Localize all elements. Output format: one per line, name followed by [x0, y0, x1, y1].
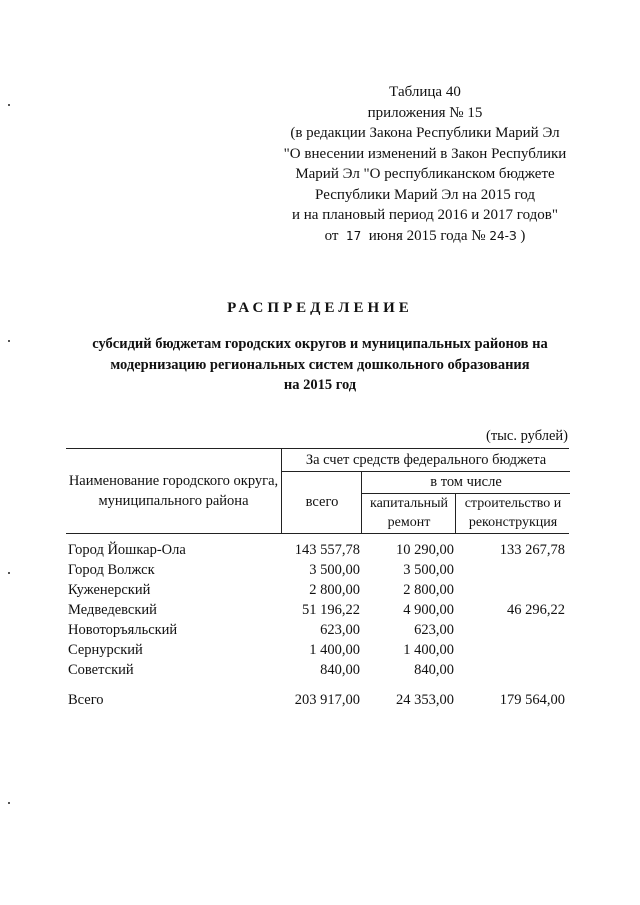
- cell-capital: 24 353,00: [396, 692, 454, 708]
- table-row: [66, 660, 569, 680]
- cell-total: 203 917,00: [294, 692, 360, 708]
- cell-name: Город Йошкар-Ола: [68, 542, 186, 558]
- scan-mark: [8, 572, 10, 574]
- scan-mark: [8, 802, 10, 804]
- header-name-column: Наименование городского округа, муниципального района: [68, 473, 279, 509]
- subtitle-line: субсидий бюджетам городских округов и муниципальных районов на: [92, 336, 548, 352]
- cell-capital: 1 400,00: [403, 642, 454, 658]
- table-row: [66, 540, 569, 560]
- cell-name: Куженерский: [68, 582, 151, 598]
- header-construction: строительство и реконструкция: [455, 494, 570, 533]
- header-line: (в редакции Закона Республики Марий Эл: [290, 125, 560, 141]
- header-total: всего: [281, 472, 362, 533]
- date-prefix: от: [324, 227, 339, 244]
- header-line: приложения № 15: [367, 104, 483, 121]
- document-title: РАСПРЕДЕЛЕНИЕ: [227, 300, 413, 316]
- cell-name: Сернурский: [68, 642, 143, 658]
- cell-capital: 2 800,00: [403, 582, 454, 598]
- cell-capital: 840,00: [414, 662, 454, 678]
- header-capital-repair: капитальный ремонт: [361, 494, 456, 533]
- header-line: Марий Эл "О республиканском бюджете: [295, 166, 555, 182]
- cell-capital: 3 500,00: [403, 562, 454, 578]
- cell-total: 143 557,78: [294, 542, 360, 558]
- cell-capital: 10 290,00: [396, 542, 454, 558]
- law-number: 24-З: [489, 228, 517, 243]
- table-body: [66, 540, 569, 710]
- header-line: Таблица 40: [389, 84, 461, 100]
- header-line: Республики Марий Эл на 2015 год: [315, 186, 535, 203]
- cell-capital: 623,00: [414, 622, 454, 638]
- unit-note: (тыс. рублей): [486, 428, 568, 444]
- table-total-row: [66, 690, 569, 710]
- table-row: [66, 560, 569, 580]
- cell-construction: 133 267,78: [499, 542, 565, 558]
- header-federal-budget: За счет средств федерального бюджета: [281, 449, 570, 472]
- cell-name: Советский: [68, 662, 134, 678]
- date-rest: июня 2015 года №: [368, 227, 486, 244]
- date-day: 17: [345, 228, 362, 243]
- document-subtitle: [40, 334, 600, 396]
- cell-construction: 46 296,22: [507, 602, 565, 618]
- date-suffix: ): [520, 227, 526, 244]
- header-line: и на плановый период 2016 и 2017 годов": [292, 207, 558, 223]
- cell-construction: 179 564,00: [499, 692, 565, 708]
- cell-total: 840,00: [320, 662, 360, 678]
- header-including: в том числе: [361, 472, 570, 494]
- cell-name: Город Волжск: [68, 562, 155, 578]
- cell-capital: 4 900,00: [403, 602, 454, 618]
- cell-total: 623,00: [320, 622, 360, 638]
- table-row: [66, 640, 569, 660]
- scan-mark: [8, 340, 10, 342]
- scan-mark: [8, 104, 10, 106]
- cell-total: 1 400,00: [309, 642, 360, 658]
- cell-name: Новоторъяльский: [68, 622, 178, 638]
- cell-total: 2 800,00: [309, 582, 360, 598]
- table-row: [66, 580, 569, 600]
- document-header: [270, 82, 580, 246]
- subtitle-line: модернизацию региональных систем дошкольного образования: [110, 356, 530, 373]
- table-header: [66, 448, 569, 534]
- subtitle-line: на 2015 год: [283, 377, 357, 393]
- cell-total: 3 500,00: [309, 562, 360, 578]
- header-line: "О внесении изменений в Закон Республики: [283, 145, 567, 162]
- table-row: [66, 620, 569, 640]
- table-row: [66, 600, 569, 620]
- cell-name: Всего: [68, 692, 104, 708]
- header-date-line: [270, 226, 580, 247]
- cell-name: Медведевский: [68, 602, 157, 618]
- cell-total: 51 196,22: [302, 602, 360, 618]
